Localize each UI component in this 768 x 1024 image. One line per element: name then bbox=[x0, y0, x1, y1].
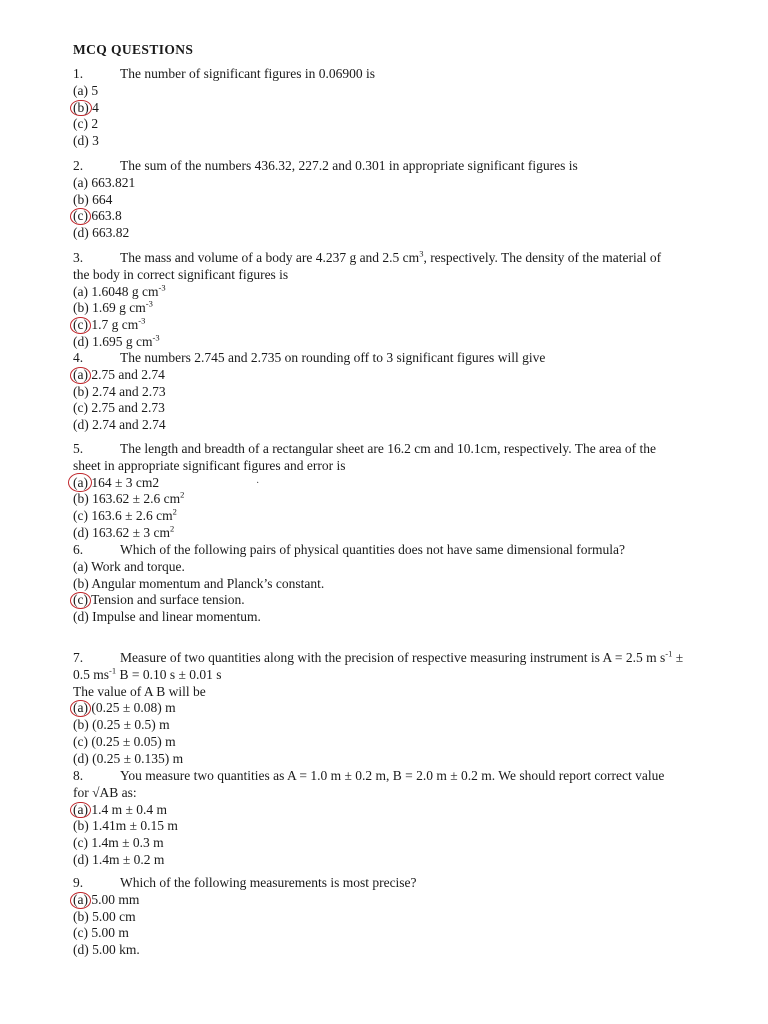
option-text: 164 ± 3 cm2 bbox=[87, 474, 160, 490]
option-text: 4 bbox=[88, 99, 99, 115]
option-letter: (c) bbox=[73, 925, 88, 941]
option-c bbox=[73, 116, 673, 133]
question-text-continued: B = 0.10 s ± 0.01 s bbox=[116, 666, 222, 682]
page-heading: MCQ QUESTIONS bbox=[73, 42, 194, 57]
question-9 bbox=[73, 875, 673, 959]
option-text: 1.4m ± 0.2 m bbox=[88, 851, 165, 867]
option-text: 163.6 ± 2.6 cm bbox=[87, 508, 173, 524]
option-text: 5.00 km. bbox=[88, 942, 140, 958]
option-letter: (a) bbox=[73, 82, 88, 98]
question-sub-stem: The value of A B will be bbox=[73, 683, 206, 699]
option-letter: (b) bbox=[73, 300, 89, 316]
question-4 bbox=[73, 350, 673, 434]
question-stem bbox=[73, 875, 673, 892]
option-text: 1.4m ± 0.3 m bbox=[87, 835, 164, 851]
option-text: 5 bbox=[87, 82, 99, 98]
option-letter: (b) bbox=[73, 383, 89, 399]
question-number: 5. bbox=[73, 441, 84, 456]
answer-circle bbox=[73, 802, 88, 819]
superscript: 2 bbox=[170, 523, 175, 534]
option-text: 163.62 ± 2.6 cm bbox=[88, 491, 181, 507]
option-text: 1.4 m ± 0.4 m bbox=[87, 801, 168, 817]
stray-mark: · bbox=[256, 478, 260, 489]
option-a bbox=[73, 559, 673, 576]
option-text: 5.00 mm bbox=[87, 891, 140, 907]
question-number: 8. bbox=[73, 768, 84, 783]
option-c bbox=[73, 734, 693, 751]
option-c bbox=[73, 835, 673, 852]
option-text: 3 bbox=[88, 133, 99, 149]
answer-circle bbox=[73, 700, 88, 717]
option-letter: (b) bbox=[73, 908, 89, 924]
option-d bbox=[73, 417, 673, 434]
option-text: 163.62 ± 3 cm bbox=[88, 524, 171, 540]
option-text: 5.00 m bbox=[87, 925, 129, 941]
option-b bbox=[73, 909, 673, 926]
option-a bbox=[73, 367, 673, 384]
option-text: 664 bbox=[88, 191, 113, 207]
option-c bbox=[73, 508, 673, 525]
option-text: (0.25 ± 0.05) m bbox=[87, 733, 176, 749]
question-number: 9. bbox=[73, 875, 84, 890]
option-b bbox=[73, 192, 673, 209]
superscript: 3 bbox=[419, 248, 424, 259]
option-letter: (a) bbox=[73, 891, 88, 907]
answer-circle bbox=[73, 100, 89, 117]
option-text: 2 bbox=[87, 116, 99, 132]
option-d bbox=[73, 525, 673, 542]
option-text: (0.25 ± 0.08) m bbox=[87, 700, 176, 716]
option-text: 663.8 bbox=[87, 208, 122, 224]
question-text-continued: , respectively. The density of the material of the body in correct significant figures is bbox=[73, 250, 662, 282]
option-a bbox=[73, 700, 693, 717]
option-text: 1.41m ± 0.15 m bbox=[88, 818, 178, 834]
option-a bbox=[73, 475, 673, 492]
option-b bbox=[73, 717, 693, 734]
question-stem bbox=[73, 66, 673, 83]
option-letter: (d) bbox=[73, 333, 89, 349]
option-text: 2.74 and 2.74 bbox=[88, 417, 166, 433]
option-a bbox=[73, 175, 673, 192]
option-d bbox=[73, 334, 673, 351]
question-number: 2. bbox=[73, 158, 84, 173]
option-letter: (a) bbox=[73, 174, 88, 190]
question-5 bbox=[73, 441, 673, 542]
option-d bbox=[73, 225, 673, 242]
question-7 bbox=[73, 650, 693, 768]
option-text: 2.74 and 2.73 bbox=[88, 383, 166, 399]
option-letter: (c) bbox=[73, 592, 88, 608]
option-text: 2.75 and 2.73 bbox=[87, 400, 165, 416]
option-a bbox=[73, 83, 673, 100]
option-letter: (c) bbox=[73, 733, 88, 749]
question-text: The mass and volume of a body are 4.237 g and 2.5 cm bbox=[120, 250, 420, 265]
option-letter: (b) bbox=[73, 717, 89, 733]
option-letter: (a) bbox=[73, 700, 88, 716]
option-d bbox=[73, 751, 693, 768]
option-text: Angular momentum and Planck’s constant. bbox=[88, 575, 325, 591]
question-number: 7. bbox=[73, 650, 84, 665]
option-c bbox=[73, 400, 673, 417]
option-letter: (d) bbox=[73, 225, 89, 241]
option-c bbox=[73, 317, 673, 334]
option-text: 1.6048 g cm bbox=[87, 283, 159, 299]
option-b bbox=[73, 576, 673, 593]
option-text: 663.82 bbox=[88, 225, 130, 241]
option-text: 5.00 cm bbox=[88, 908, 136, 924]
option-letter: (a) bbox=[73, 474, 88, 490]
question-text: Measure of two quantities along with the precision of respective measuring instrument is A = 2.5 m s bbox=[120, 650, 666, 665]
option-text: 663.821 bbox=[87, 174, 136, 190]
answer-circle bbox=[73, 592, 88, 609]
option-text: Tension and surface tension. bbox=[87, 592, 245, 608]
option-c bbox=[73, 208, 673, 225]
superscript: 2 bbox=[180, 489, 185, 500]
option-d bbox=[73, 942, 673, 959]
question-stem bbox=[73, 441, 673, 475]
option-b bbox=[73, 491, 673, 508]
option-letter: (c) bbox=[73, 400, 88, 416]
question-6 bbox=[73, 542, 673, 626]
option-b bbox=[73, 818, 673, 835]
option-a bbox=[73, 892, 673, 909]
option-b bbox=[73, 384, 673, 401]
superscript: -3 bbox=[158, 282, 166, 293]
question-2 bbox=[73, 158, 673, 242]
option-letter: (c) bbox=[73, 116, 88, 132]
option-letter: (a) bbox=[73, 558, 88, 574]
option-letter: (a) bbox=[73, 801, 88, 817]
option-letter: (b) bbox=[73, 491, 89, 507]
option-letter: (d) bbox=[73, 524, 89, 540]
option-b bbox=[73, 300, 673, 317]
option-text: 1.69 g cm bbox=[88, 300, 146, 316]
question-stem bbox=[73, 250, 673, 284]
answer-circle bbox=[73, 208, 88, 225]
question-number: 6. bbox=[73, 542, 84, 557]
option-letter: (c) bbox=[73, 835, 88, 851]
option-text: Work and torque. bbox=[87, 558, 185, 574]
question-stem bbox=[73, 542, 673, 559]
option-letter: (d) bbox=[73, 417, 89, 433]
option-d bbox=[73, 852, 673, 869]
question-stem bbox=[73, 350, 673, 367]
question-text: You measure two quantities as A = 1.0 m ± 0.2 m, B = 2.0 m ± 0.2 m. We should report correct value for √AB as: bbox=[73, 768, 665, 800]
question-text: Which of the following pairs of physical quantities does not have same dimensional formula? bbox=[120, 542, 625, 557]
option-b bbox=[73, 100, 673, 117]
question-number: 4. bbox=[73, 350, 84, 365]
answer-circle bbox=[73, 475, 88, 492]
option-text: (0.25 ± 0.135) m bbox=[88, 750, 184, 766]
option-text: (0.25 ± 0.5) m bbox=[88, 717, 170, 733]
option-a bbox=[73, 802, 673, 819]
question-8 bbox=[73, 768, 673, 869]
option-letter: (d) bbox=[73, 851, 89, 867]
option-a bbox=[73, 284, 673, 301]
option-letter: (d) bbox=[73, 750, 89, 766]
question-text: The length and breadth of a rectangular sheet are 16.2 cm and 10.1cm, respectively. The area of the sheet in appropriate significant figures and error is bbox=[73, 441, 657, 473]
question-text: Which of the following measurements is most precise? bbox=[120, 875, 417, 890]
question-stem bbox=[73, 650, 693, 684]
answer-circle bbox=[73, 317, 88, 334]
question-1 bbox=[73, 66, 673, 150]
question-text: The number of significant figures in 0.06900 is bbox=[120, 66, 375, 81]
superscript: -3 bbox=[152, 332, 160, 343]
question-stem bbox=[73, 158, 673, 175]
question-number: 1. bbox=[73, 66, 84, 81]
option-text: 2.75 and 2.74 bbox=[87, 366, 165, 382]
question-text: The numbers 2.745 and 2.735 on rounding off to 3 significant figures will give bbox=[120, 350, 546, 365]
option-letter: (b) bbox=[73, 191, 89, 207]
question-text: The sum of the numbers 436.32, 227.2 and 0.301 in appropriate significant figures is bbox=[120, 158, 578, 173]
answer-circle bbox=[73, 892, 88, 909]
answer-circle bbox=[73, 367, 88, 384]
question-number: 3. bbox=[73, 250, 84, 265]
option-letter: (b) bbox=[73, 575, 89, 591]
question-3 bbox=[73, 250, 673, 351]
question-text-continued: ± 0.5 ms bbox=[73, 650, 684, 682]
option-letter: (b) bbox=[73, 99, 89, 115]
option-letter: (a) bbox=[73, 366, 88, 382]
option-text: 1.7 g cm bbox=[87, 317, 139, 333]
option-letter: (d) bbox=[73, 609, 89, 625]
superscript: 2 bbox=[172, 506, 177, 517]
option-letter: (c) bbox=[73, 317, 88, 333]
option-text: 1.695 g cm bbox=[88, 333, 153, 349]
option-letter: (b) bbox=[73, 818, 89, 834]
option-c bbox=[73, 592, 673, 609]
option-letter: (c) bbox=[73, 508, 88, 524]
option-d bbox=[73, 609, 673, 626]
option-letter: (c) bbox=[73, 208, 88, 224]
option-text: Impulse and linear momentum. bbox=[88, 609, 261, 625]
option-d bbox=[73, 133, 673, 150]
option-letter: (a) bbox=[73, 283, 88, 299]
superscript: -1 bbox=[665, 648, 673, 659]
superscript: -3 bbox=[145, 298, 153, 309]
option-letter: (d) bbox=[73, 942, 89, 958]
option-c bbox=[73, 925, 673, 942]
superscript: -3 bbox=[138, 315, 146, 326]
question-stem bbox=[73, 768, 673, 802]
option-letter: (d) bbox=[73, 133, 89, 149]
superscript: -1 bbox=[109, 665, 117, 676]
